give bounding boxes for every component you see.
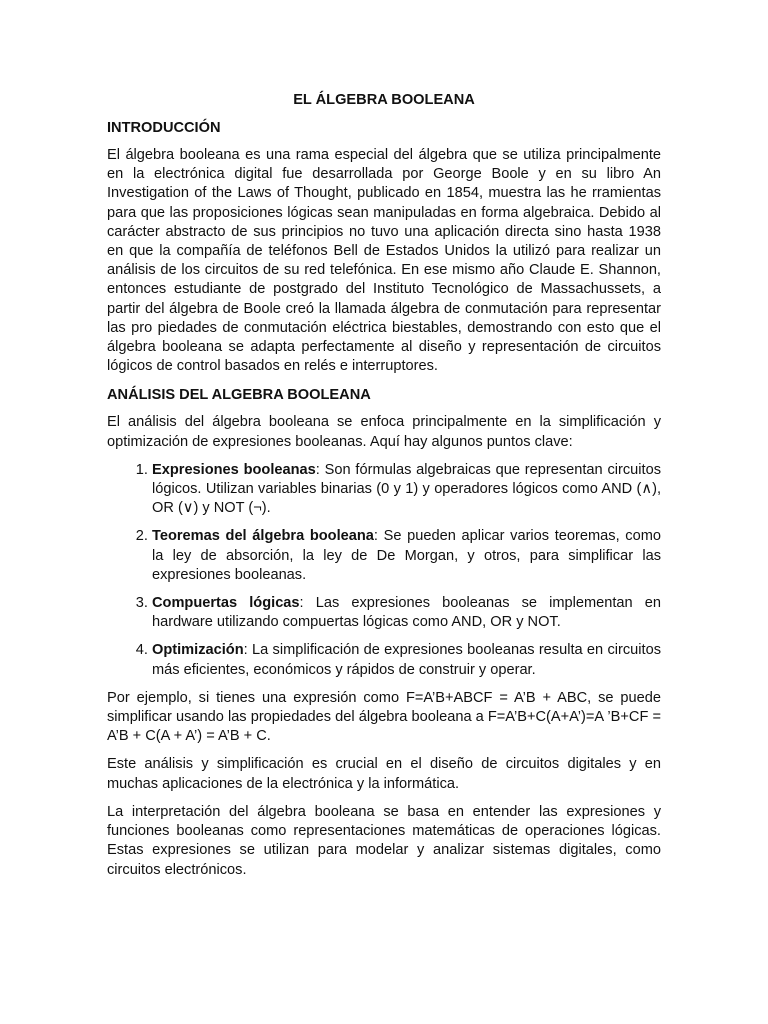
- interpretation-paragraph: La interpretación del álgebra booleana se basa en entender las expresiones y funciones booleanas como representaciones matemáticas de operaciones lógicas. Estas expresiones se utilizan para modelar y analizar sistemas digitales, como circuitos electrónicos.: [107, 803, 661, 878]
- document-title: EL ÁLGEBRA BOOLEANA: [293, 92, 475, 108]
- analysis-intro-paragraph: El análisis del álgebra booleana se enfoca principalmente en la simplificación y optimización de expresiones booleanas. Aquí hay algunos puntos clave:: [107, 414, 661, 450]
- list-item-term: Compuertas lógicas: [152, 595, 300, 612]
- list-item: [152, 527, 661, 585]
- intro-heading: INTRODUCCIÓN: [107, 120, 221, 136]
- analysis-heading: ANÁLISIS DEL ALGEBRA BOOLEANA: [107, 387, 371, 404]
- list-item-text: : Se pueden aplicar varios teoremas, como la ley de absorción, la ley de De Morgan, y otros, para simplificar las expresiones booleanas.: [152, 528, 661, 583]
- document-page: [107, 90, 661, 889]
- list-item-term: Expresiones booleanas: [152, 461, 316, 478]
- list-item-term: Teoremas del álgebra booleana: [152, 528, 374, 545]
- intro-paragraph: El álgebra booleana es una rama especial del álgebra que se utiliza principalmente en la electrónica digital fue desarrollada por George Boole y en su libro An Investigation of the Laws of Thought, publicado en 1854, muestra las he rramientas para que las proposiciones lógicas sean manipuladas en forma algebraica. Debido al carácter abstracto de sus principios no tuvo una aplicación directa sino hasta 1938 en que la compañía de teléfonos Bell de Estados Unidos la utilizó para realizar un análisis de los circuitos de su red telefónica. En ese mismo año Claude E. Shannon, entonces estudiante de postgrado del Instituto Tecnológico de Massachussets, a partir del álgebra de Boole creó la llamada álgebra de conmutación para representar las pro piedades de conmutación eléctrica biestables, demostrando con esto que el álgebra booleana se adapta perfectamente al diseño y representación de circuitos lógicos de control basados en relés e interruptores.: [107, 147, 661, 375]
- example-paragraph: Por ejemplo, si tienes una expresión como F=A’B+ABCF = A’B + ABC, se puede simplificar usando las propiedades del álgebra booleana a F=A’B+C(A+A’)=A ’B+CF = A’B + C(A + A’) = A’B + C.: [107, 689, 661, 745]
- importance-paragraph: Este análisis y simplificación es crucial en el diseño de circuitos digitales y en muchas aplicaciones de la electrónica y la informática.: [107, 756, 661, 792]
- list-item: [152, 641, 661, 679]
- list-item-term: Optimización: [152, 642, 244, 659]
- list-item-text: : Las expresiones booleanas se implementan en hardware utilizando compuertas lógicas como AND, OR y NOT.: [152, 595, 661, 631]
- key-points-list: [107, 461, 661, 680]
- list-item-text: : Son fórmulas algebraicas que representan circuitos lógicos. Utilizan variables binarias (0 y 1) y operadores lógicos como AND (∧), OR (∨) y NOT (¬).: [152, 461, 661, 517]
- list-item: [152, 594, 661, 632]
- list-item: [152, 461, 661, 519]
- list-item-text: : La simplificación de expresiones booleanas resulta en circuitos más eficientes, económicos y rápidos de construir y operar.: [152, 642, 661, 678]
